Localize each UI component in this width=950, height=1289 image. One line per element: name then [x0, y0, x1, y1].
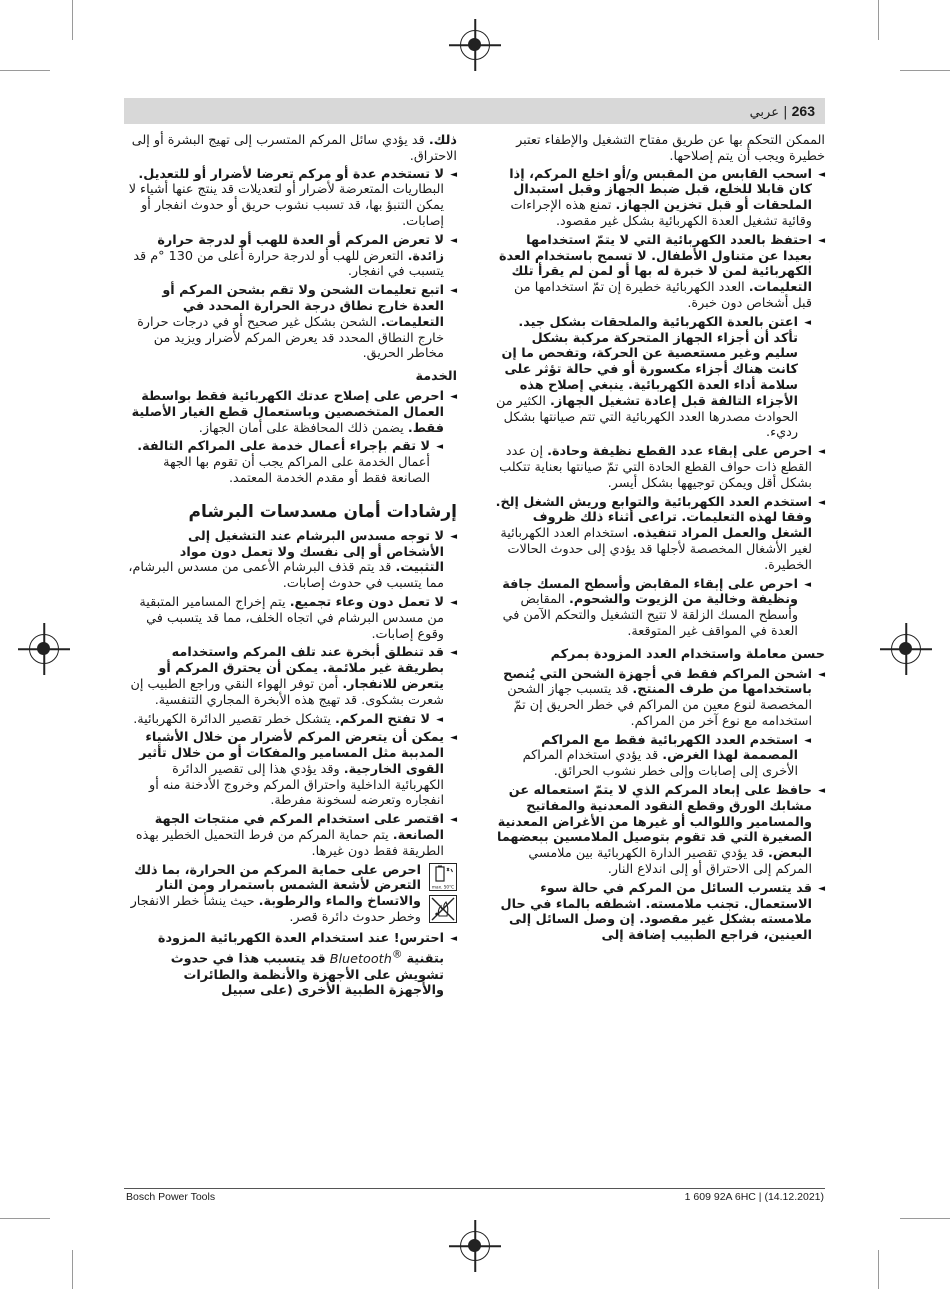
- paragraph-text: قد يؤدي سائل المركم المتسرب إلى تهيج البشرة أو إلى الاحتراق.: [131, 133, 457, 164]
- bullet-strong: احرص على إبقاء عدد القطع نظيفة وحادة.: [547, 444, 812, 460]
- registration-mark-icon: [29, 634, 59, 664]
- footer-brand: Bosch Power Tools: [126, 1191, 216, 1203]
- max-temperature-label: max. 50°C: [431, 884, 455, 890]
- paragraph: [127, 133, 457, 165]
- bullet-strong: استخدم العدد الكهربائية والتوابع وريش الشغل إلخ. وفقا لهذه التعليمات. تراعى أثناء ذلك ظروف الشغل والعمل المراد تنفيذه.: [495, 494, 812, 542]
- header-bar: [124, 98, 825, 124]
- bullet-item: [495, 167, 825, 230]
- bluetooth-label: Bluetooth: [329, 951, 392, 967]
- bullet-item: [127, 529, 457, 592]
- bullet-strong: قد يتسبب هذا في حدوث تشويش على الأجهزة والأنظمة والطائرات والأجهزة الطبية الأخرى (على سبيل: [170, 951, 444, 999]
- crop-mark-left: [0, 70, 50, 71]
- bluetooth-brand: [329, 947, 403, 967]
- bullet-strong: اعتن بالعدة الكهربائية والملحقات بشكل جيد. تأكد أن أجزاء الجهاز المتحركة مركبة بشكل سليم وغير مستعصية عن الحركة، وتفحص ما إن كانت هناك أجزاء مكسورة أو في حالة تؤثر على سلامة أداء العدة الكهربائية. ينبغي إصلاح هذه الأجزاء التالفة قبل إعادة تشغيل الجهاز.: [501, 314, 798, 409]
- bullet-strong: لا تعمل دون وعاء تجميع.: [289, 594, 444, 610]
- bullet-strong: اسحب القابس من المقبس و/أو اخلع المركم، إذا كان قابلا للخلع، قبل ضبط الجهاز وقبل استبدال الملحقات أو قبل تخزين الجهاز.: [509, 166, 812, 214]
- bullet-text: قد يؤدي استخدام المراكم الأخرى إلى إصابات وإلى خطر نشوب الحرائق.: [522, 748, 798, 780]
- registration-mark-icon: [460, 30, 490, 60]
- bullet-item: [495, 233, 825, 312]
- bullet-text: قد يتسبب جهاز الشحن المخصصة لنوع معين من المراكم في خطر الحريق إن تمّ استخدامه مع نوع آخر من المراكم.: [507, 682, 812, 729]
- section-heading: إرشادات أمان مسدسات البرشام: [188, 501, 457, 522]
- bullet-item: [127, 645, 457, 708]
- bullet-item: [127, 595, 457, 642]
- bullet-text: يتشكل خطر تقصير الدائرة الكهربائية.: [133, 711, 331, 727]
- bullet-item: [495, 783, 825, 878]
- bullet-strong: استخدم العدد الكهربائية فقط مع المراكم المصممة لهذا الغرض.: [541, 732, 798, 764]
- bullet-text: يتم حماية المركم من فرط التحميل الخطير بهذه الطريقة فقط دون غيرها.: [135, 828, 444, 859]
- left-column: [127, 133, 457, 1002]
- subheading-battery-tools: حسن معاملة واستخدام العدد المزودة بمركم: [550, 646, 825, 662]
- bullet-item: [127, 233, 457, 280]
- bullet-strong: اشحن المراكم فقط في أجهزة الشحن التي يُنصح باستخدامها من طرف المنتج.: [503, 666, 812, 698]
- page-number: 263: [791, 103, 815, 119]
- bullet-strong: احتفظ بالعدد الكهربائية التي لا يتمّ استخدامها بعيدا عن متناول الأطفال. لا تسمح باستخدام العدة الكهربائية لمن لا خبرة له بها أو لمن لم يقرأ تلك التعليمات.: [499, 232, 812, 296]
- bullet-strong: احترس! عند استخدام العدة الكهربائية المزودة بتقنية: [157, 930, 444, 967]
- warning-strong: احرص على حماية المركم من الحرارة، بما ذلك التعرض لأشعة الشمس باستمرار ومن النار والاتساخ والماء والرطوبة.: [134, 862, 421, 910]
- bullet-item: [127, 167, 457, 230]
- warning-block: [127, 863, 457, 927]
- bullet-item: [495, 733, 811, 780]
- registered-mark: ®: [391, 947, 403, 961]
- bullet-item: [495, 667, 825, 730]
- crop-mark-right: [900, 1218, 950, 1219]
- language-label: عربي: [749, 105, 779, 120]
- bullet-text: وقد يؤدي هذا إلى تقصير الدائرة الكهربائية الداخلية واحتراق المركم وخروج الأدخنة منه أو انفجاره وتعرضه لسخونة مفرطة.: [149, 761, 444, 809]
- bullet-text: أمن توفر الهواء النقي وراجع الطبيب إن شعرت بشكوى. قد تهيج هذه الأبخرة المجاري التنفسية.: [130, 676, 444, 708]
- bullet-strong: قد يتسرب السائل من المركم في حالة سوء الاستعمال. تجنب ملامسته. اشطفه بالماء في حال ملامسته بشكل غير مقصود. إن وصل السائل إلى العينين، فراجع الطبيب إضافة إلى: [500, 880, 812, 944]
- crop-mark-right: [900, 70, 950, 71]
- bullet-text: يضمن ذلك المحافظة على أمان الجهاز.: [198, 420, 404, 436]
- bullet-text: المقابض وأسطح المسك الزلقة لا تتيح التشغيل والتحكم الآمن في العدة في المواقف غير المتوقعة.: [502, 592, 798, 639]
- registration-mark-icon: [460, 1231, 490, 1261]
- bullet-text: الشحن بشكل غير صحيح أو في درجات حرارة خارج النطاق المحدد قد يعرض المركم لأضرار ويزيد من مخاطر الحريق.: [137, 314, 444, 362]
- bullet-text: قد يؤدي تقصير الدارة الكهربائية بين ملامسي المركم إلى الاحتراق أو إلى اندلاع النار.: [528, 846, 812, 878]
- bullet-item: [127, 730, 457, 809]
- bullet-text: أعمال الخدمة على المراكم يجب أن تقوم بها الجهة الصانعة فقط أو مقدم الخدمة المعتمد.: [163, 455, 430, 486]
- crop-mark-left: [0, 1218, 50, 1219]
- bullet-strong: احرص على إبقاء المقابض وأسطح المسك جافة ونظيفة وخالية من الزيوت والشحوم.: [502, 576, 798, 608]
- bullet-item: [127, 712, 443, 728]
- registration-mark-icon: [891, 634, 921, 664]
- footer-rule: [124, 1188, 825, 1189]
- bullet-text: استخدام العدد الكهربائية لغير الأشغال المخصصة لأجلها قد يؤدي إلى حدوث الحالات الخطيرة.: [500, 526, 812, 573]
- bullet-item: [495, 315, 811, 441]
- bullet-text: التعرض للهب أو لدرجة حرارة أعلى من 130 °م قد يتسبب في انفجار.: [133, 248, 444, 280]
- bullet-item: [495, 577, 811, 640]
- bullet-text: العدد الكهربائية خطيرة إن تمّ استخدامها من قبل أشخاص دون خبرة.: [514, 280, 812, 311]
- bullet-item: [495, 881, 825, 944]
- bullet-strong: لا تقم بإجراء أعمال خدمة على المراكم التالفة.: [137, 439, 430, 455]
- bullet-item: [495, 495, 825, 574]
- bullet-text: يتم إخراج المسامير المتبقية من مسدس البرشام في اتجاه الخلف، مما قد يتسبب في وقوع إصابات.: [139, 594, 444, 642]
- crop-mark-top: [72, 0, 73, 40]
- crop-mark-bottom: [72, 1250, 73, 1289]
- bullet-strong: لا تعرض المركم أو العدة للهب أو لدرجة حرارة زائدة.: [157, 232, 444, 264]
- bullet-strong: حافظ على إبعاد المركم الذي لا يتمّ استعماله عن مشابك الورق وقطع النقود المعدنية والمفاتيح والمسامير واللوالب أو غيرها من الأغراض المعدنية الصغيرة التي قد تقوم بتوصيل الملامسين ببعضهما البعض.: [497, 783, 812, 862]
- bullet-strong: يمكن أن يتعرض المركم لأضرار من خلال الأشياء المدببة مثل المسامير والمفكات أو من خلال تأثير القوى الخارجية.: [139, 730, 444, 777]
- bullet-item: [127, 439, 443, 486]
- paragraph: الممكن التحكم بها عن طريق مفتاح التشغيل والإطفاء تعتبر خطيرة ويجب أن يتم إصلاحها.: [516, 133, 825, 164]
- bullet-item: [127, 931, 457, 999]
- bullet-strong: اتبع تعليمات الشحن ولا تقم بشحن المركم أو العدة خارج نطاق درجة الحرارة المحدد في التعليمات.: [162, 283, 444, 330]
- bullet-text: قد يتم قذف البرشام الأعمى من مسدس البرشام، مما يتسبب في حدوث إصابات.: [128, 560, 444, 592]
- bullet-strong: لا تفتح المركم.: [335, 711, 430, 727]
- warning-text: [127, 863, 421, 926]
- page-header: 263 | عربي: [749, 103, 815, 120]
- bullet-strong: لا توجه مسدس البرشام عند التشغيل إلى الأشخاص أو إلى نفسك ولا تعمل دون مواد التثبيت.: [179, 528, 444, 576]
- bullet-item: [495, 444, 825, 491]
- bullet-text: إن عدد القطع ذات حواف القطع الحادة التي تمّ صيانتها بعناية تتكلب بشكل أقل ويمكن توجيهها بشكل أيسر.: [499, 444, 812, 491]
- bullet-strong: اقتصر على استخدام المركم في منتجات الجهة الصانعة.: [154, 812, 444, 844]
- max-temperature-icon: [429, 863, 457, 891]
- warning-icons: [427, 863, 457, 927]
- bullet-text: الكثير من الحوادث مصدرها العدد الكهربائية التي تتم صيانتها بشكل رديء.: [495, 393, 798, 441]
- warning-body: حيث ينشأ خطر الانفجار وخطر حدوث دائرة قصر.: [130, 894, 421, 926]
- bullet-item: [127, 389, 457, 436]
- crop-mark-bottom: [878, 1250, 879, 1289]
- bullet-item: [127, 283, 457, 362]
- right-column: [495, 133, 825, 947]
- bullet-text: البطاريات المتعرضة لأضرار أو لتعديلات قد ينتج عنها أشياء لا يمكن التنبؤ بها، قد تسبب نشوب حريق أو حدوث انفجار أو إصابات.: [128, 182, 444, 229]
- crop-mark-top: [878, 0, 879, 40]
- bullet-item: [127, 812, 457, 859]
- bullet-strong: قد تنطلق أبخرة عند تلف المركم واستخدامه بطريقة غير ملائمة. يمكن أن يحترق المركم أو يتعرض للانفجار.: [158, 645, 444, 692]
- no-fire-water-icon: [429, 895, 457, 923]
- bullet-text: تمنع هذه الإجراءات وقائية تشغيل العدة الكهربائية بشكل غير مقصود.: [510, 198, 812, 229]
- paragraph-strong: ذلك.: [428, 133, 457, 148]
- footer-doc-id: 1 609 92A 6HC | (14.12.2021): [684, 1191, 824, 1203]
- subheading-service: الخدمة: [415, 369, 457, 385]
- bullet-strong: احرص على إصلاح عدتك الكهربائية فقط بواسطة العمال المتخصصين وباستعمال قطع الغيار الأصلية فقط.: [131, 388, 444, 436]
- bullet-strong: لا تستخدم عدة أو مركم تعرضا لأضرار أو للتعديل.: [138, 166, 444, 182]
